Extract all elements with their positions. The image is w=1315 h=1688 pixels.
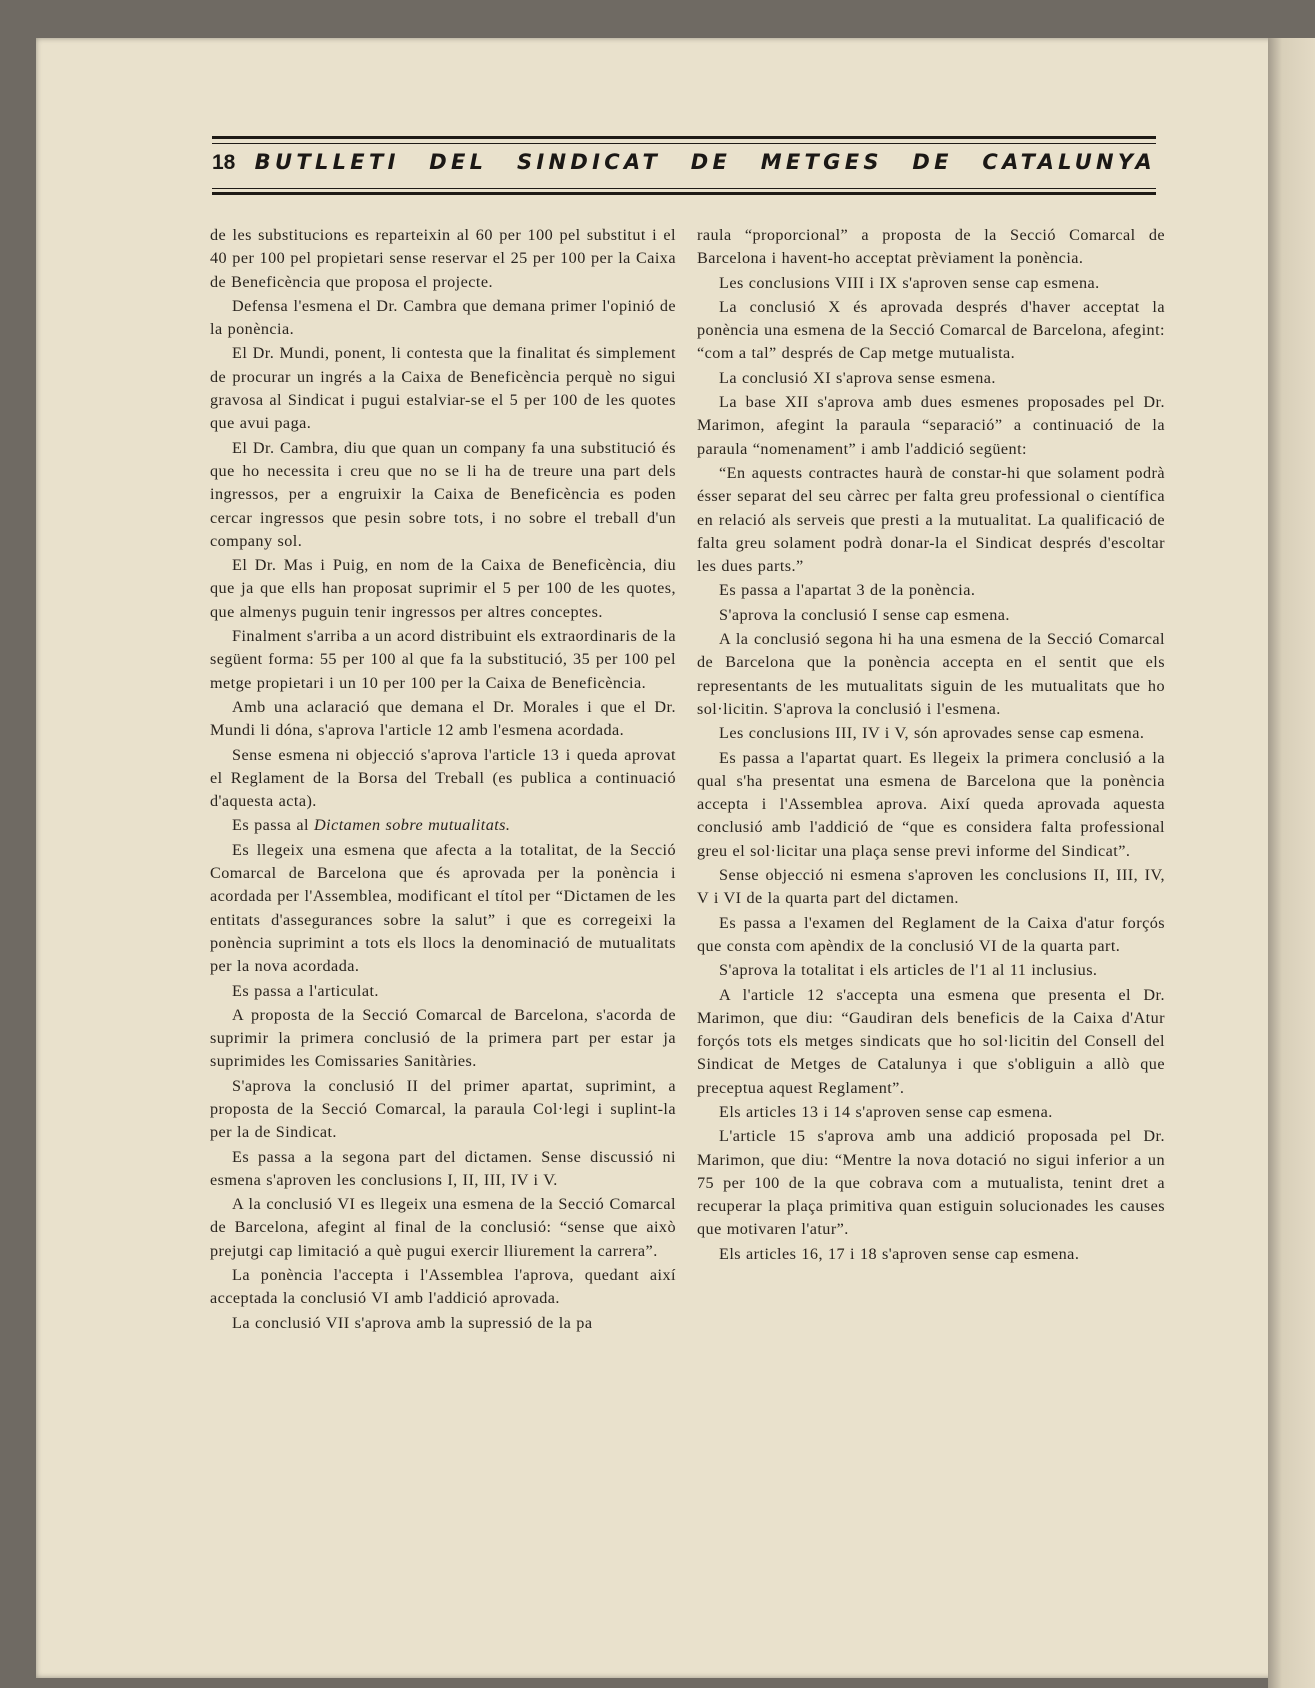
right-column bbox=[697, 224, 1165, 1267]
paragraph: L'article 15 s'aprova amb una addició proposada pel Dr. Marimon, que diu: “Mentre la nova dotació no sigui inferior a un 75 per 100 de la que cobrava com a mutualista, tenint dret a recuperar la plaça primitiva quan estiguin solucionades les causes que motivaren l'atur”. bbox=[697, 1127, 1165, 1239]
section-transition bbox=[210, 814, 676, 837]
running-header bbox=[212, 133, 1156, 199]
paragraph: raula “proporcional” a proposta de la Secció Comarcal de Barcelona i havent-ho acceptat prèviament la ponència. bbox=[697, 226, 1165, 268]
paragraph: Els articles 13 i 14 s'aproven sense cap esmena. bbox=[719, 1102, 1053, 1121]
page-number: 18 bbox=[212, 151, 236, 174]
paragraph: El Dr. Mas i Puig, en nom de la Caixa de Beneficència, diu que ja que ells han proposat suprimir el 5 per 100 de les quotes, que almenys puguin tenir ingressos per altres conceptes. bbox=[210, 556, 676, 621]
paragraph: La conclusió X és aprovada després d'haver acceptat la ponència una esmena de la Secció Comarcal de Barcelona, afegint: “com a tal” després de Cap metge mutualista. bbox=[697, 297, 1165, 363]
paragraph: Els articles 16, 17 i 18 s'aproven sense cap esmena. bbox=[719, 1244, 1080, 1263]
paragraph: A l'article 12 s'accepta una esmena que presenta el Dr. Marimon, que diu: “Gaudiran dels beneficis de la Caixa d'Atur forçós tots els metges sindicats que ho sol·licitin del Consell del Sindicat de Metges de Catalunya i que s'obliguin a allò que preceptua aquest Reglament”. bbox=[697, 985, 1165, 1097]
paragraph: S'aprova la conclusió I sense cap esmena. bbox=[719, 605, 1010, 624]
paragraph: Es passa a l'articulat. bbox=[232, 981, 379, 1000]
paragraph: La conclusió VII s'aprova amb la supressió de la pa bbox=[232, 1313, 593, 1332]
quoted-addition: “En aquests contractes haurà de constar-hi que solament podrà ésser separat del seu càrrec per falta greu professional o científica en relació als serveis que presti a la mutualitat. La qualificació de falta greu solament podrà donar-la el Sindicat després d'escoltar les dues parts.” bbox=[697, 463, 1165, 576]
paragraph: Es passa a la segona part del dictamen. Sense discussió ni esmena s'aproven les conclusions I, II, III, IV i V. bbox=[210, 1147, 676, 1189]
header-bottom-rule-thin bbox=[212, 188, 1156, 189]
paragraph: S'aprova la totalitat i els articles de l'1 al 11 inclusius. bbox=[719, 961, 1098, 980]
left-column bbox=[210, 224, 676, 1336]
paragraph: Les conclusions VIII i IX s'aproven sense cap esmena. bbox=[719, 273, 1100, 292]
paragraph: El Dr. Mundi, ponent, li contesta que la finalitat és simplement de procurar un ingrés a la Caixa de Beneficència perquè no sigui gravosa al Sindicat i pugui estalviar-se el 5 per 100 de les quotes que avui paga. bbox=[210, 344, 676, 433]
next-page-edge bbox=[1268, 38, 1315, 1688]
paragraph: La ponència l'accepta i l'Assemblea l'aprova, quedant així acceptada la conclusió VI amb l'addició aprovada. bbox=[210, 1266, 676, 1308]
header-row bbox=[212, 150, 1156, 182]
dictamen-title: Dictamen sobre mutualitats. bbox=[313, 816, 511, 835]
paragraph: Es passa a l'apartat 3 de la ponència. bbox=[719, 581, 976, 600]
paragraph: La conclusió XI s'aprova sense esmena. bbox=[719, 368, 996, 387]
paragraph: Defensa l'esmena el Dr. Cambra que demana primer l'opinió de la ponència. bbox=[210, 296, 676, 339]
paragraph: de les substitucions es reparteixin al 60 per 100 pel substitut i el 40 per 100 pel propietari sense reservar el 25 per 100 per la Caixa de Beneficència que proposa el projecte. bbox=[210, 226, 676, 291]
journal-title: BUTLLETI DEL SINDICAT DE METGES DE CATALUNYA bbox=[254, 150, 1156, 174]
paragraph: Es passa a l'examen del Reglament de la Caixa d'atur forçós que consta com apèndix de la conclusió VI de la quarta part. bbox=[697, 913, 1165, 955]
paragraph: Amb una aclaració que demana el Dr. Morales i que el Dr. Mundi li dóna, s'aprova l'article 12 amb l'esmena acordada. bbox=[210, 697, 676, 740]
paragraph: Les conclusions III, IV i V, són aprovades sense cap esmena. bbox=[719, 724, 1145, 743]
paragraph: Sense objecció ni esmena s'aproven les conclusions II, III, IV, V i VI de la quarta part del dictamen. bbox=[697, 866, 1165, 908]
paragraph: S'aprova la conclusió II del primer apartat, suprimint, a proposta de la Secció Comarcal, la paraula Col·legi i suplint-la per la de Sindicat. bbox=[210, 1076, 676, 1142]
paragraph: La base XII s'aprova amb dues esmenes proposades pel Dr. Marimon, afegint la paraula “separació” a continuació de la paraula “nomenament” i amb l'addició següent: bbox=[697, 393, 1165, 458]
paragraph: Es llegeix una esmena que afecta a la totalitat, de la Secció Comarcal de Barcelona que és aprovada per la ponència i acordada per l'Assemblea, modificant el títol per “Dictamen de les entitats d'assegurances sobre la salut” i que es corregeixi la ponència suprimint a tots els llocs la denominació de mutualitats per la nova acordada. bbox=[210, 840, 676, 976]
paragraph: Es passa a l'apartat quart. Es llegeix la primera conclusió a la qual s'ha presentat una esmena de Barcelona que la ponència accepta i l'Assemblea aprova. Així queda aprovada aquesta conclusió amb l'addició de “que es considera falta professional greu el sol·licitar una plaça sense previ informe del Sindicat”. bbox=[697, 748, 1165, 860]
paragraph: Finalment s'arriba a un acord distribuint els extraordinaris de la següent forma: 55 per 100 al que fa la substitució, 35 per 100 pel metge propietari i un 10 per 100 per la Caixa de Beneficència. bbox=[210, 627, 676, 692]
header-bottom-rule-thick bbox=[212, 192, 1156, 195]
paragraph: A la conclusió VI es llegeix una esmena de la Secció Comarcal de Barcelona, afegint al final de la conclusió: “sense que això prejutgi cap limitació a què pugui exercir lliurement la carrera”. bbox=[210, 1195, 676, 1260]
header-top-rule-thin bbox=[212, 143, 1156, 144]
transition-text: Es passa al bbox=[232, 816, 309, 835]
paragraph: A la conclusió segona hi ha una esmena de la Secció Comarcal de Barcelona que la ponència accepta en el sentit que els representants de les mutualitats siguin de les mutualitats que ho sol·licitin. S'aprova la conclusió i l'esmena. bbox=[697, 630, 1165, 718]
header-top-rule-thick bbox=[212, 136, 1156, 139]
paragraph: El Dr. Cambra, diu que quan un company fa una substitució és que ho necessita i creu que no se li ha de treure una part dels ingressos, per a engruixir la Caixa de Beneficència es poden cercar ingressos que pesin sobre tots, i no sobre el treball d'un company sol. bbox=[210, 438, 676, 550]
paragraph: Sense esmena ni objecció s'aprova l'article 13 i queda aprovat el Reglament de la Borsa del Treball (es publica a continuació d'aquesta acta). bbox=[210, 745, 676, 811]
paragraph: A proposta de la Secció Comarcal de Barcelona, s'acorda de suprimir la primera conclusió de la primera part per estar ja suprimides les Comissaries Sanitàries. bbox=[210, 1005, 676, 1071]
